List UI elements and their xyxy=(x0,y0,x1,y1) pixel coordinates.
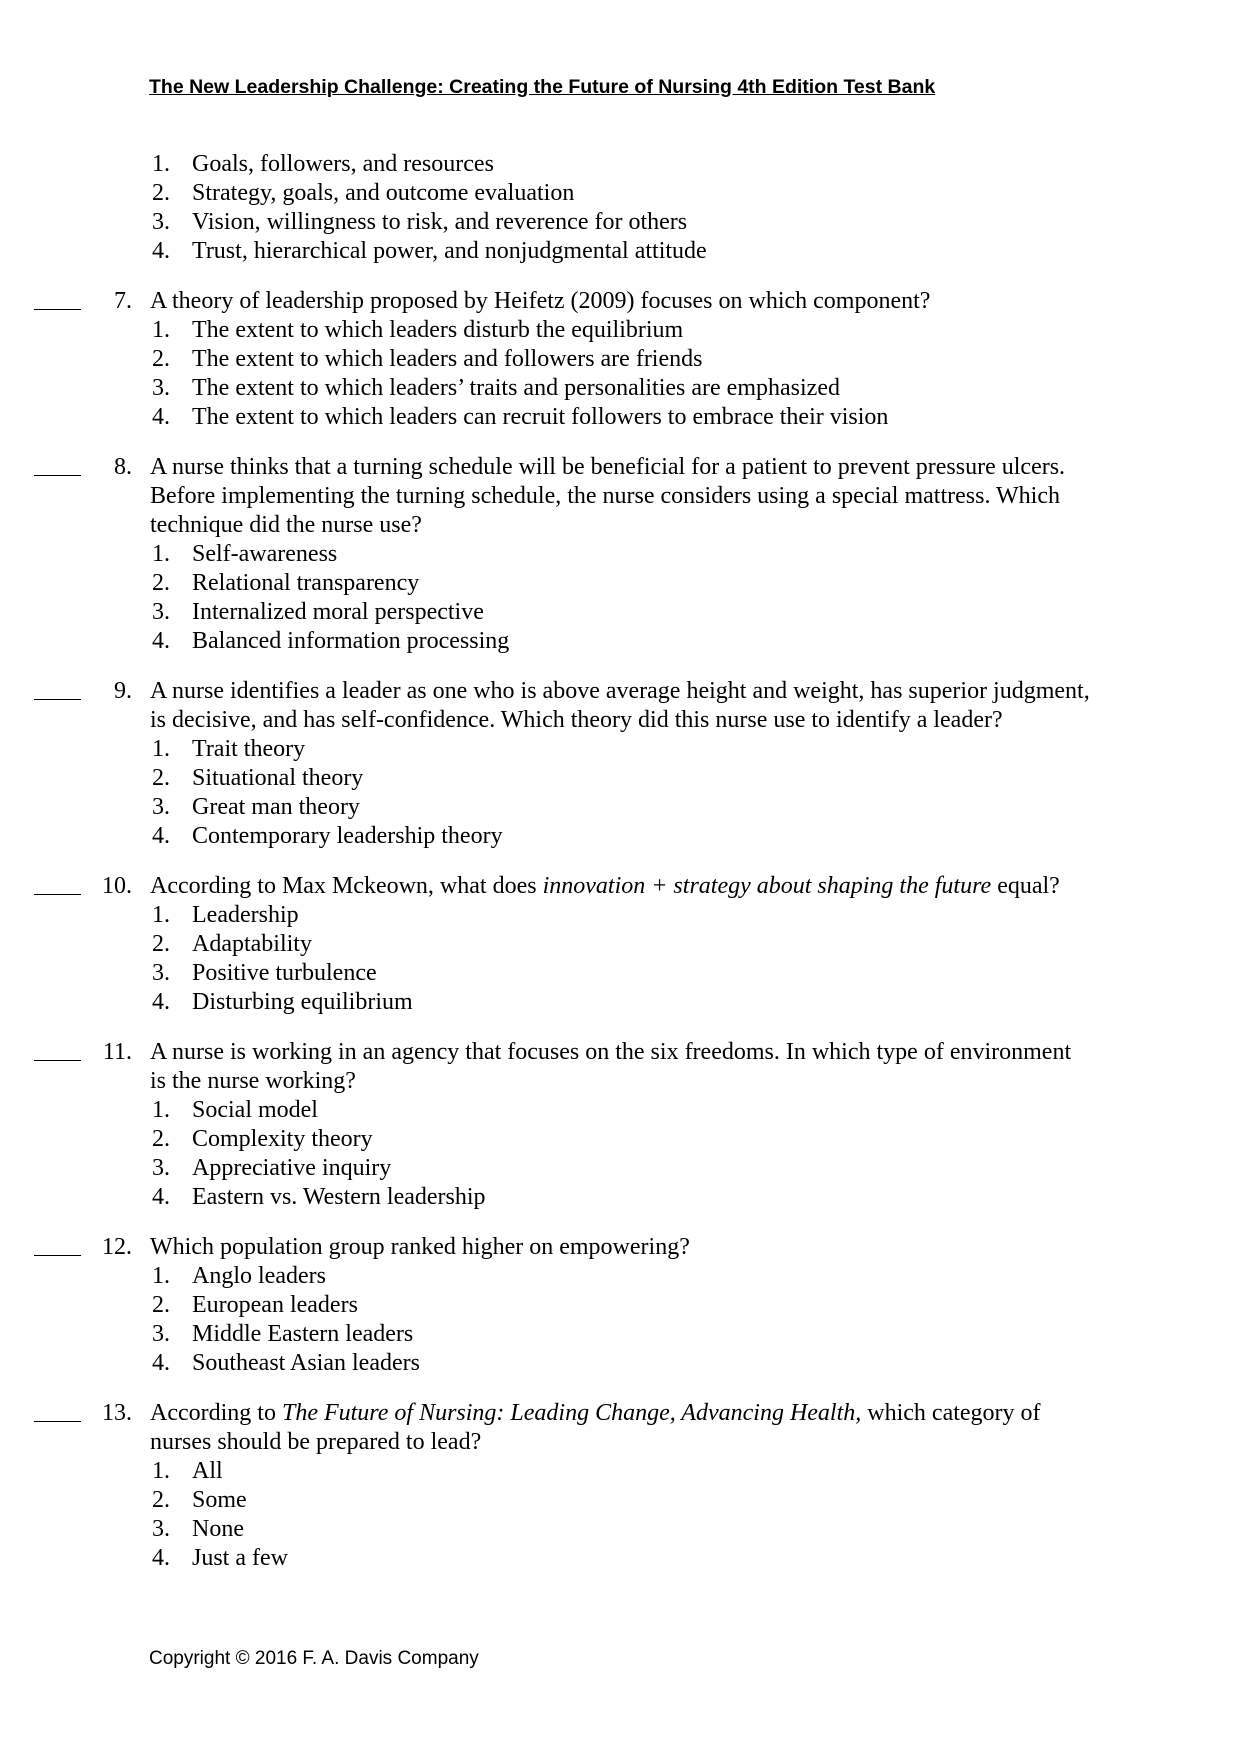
option-text: Adaptability xyxy=(192,931,312,957)
question xyxy=(0,453,1240,656)
option-number: 1. xyxy=(152,1263,170,1289)
option-text: Positive turbulence xyxy=(192,960,377,986)
option-number: 2. xyxy=(152,931,170,957)
option-text: Appreciative inquiry xyxy=(192,1155,392,1181)
question-number: 11. xyxy=(102,1039,132,1065)
answer-option xyxy=(0,988,1240,1017)
answer-option xyxy=(0,1262,1240,1291)
answer-option xyxy=(0,764,1240,793)
option-number: 2. xyxy=(152,1126,170,1152)
option-text: Complexity theory xyxy=(192,1126,373,1152)
option-text: Eastern vs. Western leadership xyxy=(192,1184,486,1210)
option-number: 1. xyxy=(152,902,170,928)
answer-option xyxy=(0,1486,1240,1515)
answer-option xyxy=(0,403,1240,432)
question-text xyxy=(150,677,1090,735)
answer-option xyxy=(0,1096,1240,1125)
option-number: 3. xyxy=(152,1321,170,1347)
option-number: 1. xyxy=(152,1458,170,1484)
option-number: 1. xyxy=(152,151,170,177)
question-text xyxy=(150,1399,1090,1457)
question-number: 12. xyxy=(102,1234,132,1260)
option-number: 2. xyxy=(152,346,170,372)
answer-option xyxy=(0,1125,1240,1154)
option-text: Great man theory xyxy=(192,794,360,820)
question-text-segment: A nurse thinks that a turning schedule will be beneficial for a patient to prevent pressure ulcers. Before implementing the turning schedule, the nurse considers using a special mattress. Which technique did the nurse use? xyxy=(150,454,1066,538)
answer-option xyxy=(0,1349,1240,1378)
option-text: Just a few xyxy=(192,1545,288,1571)
option-text: The extent to which leaders and followers are friends xyxy=(192,346,703,372)
question xyxy=(0,872,1240,1017)
answer-option xyxy=(0,627,1240,656)
option-number: 4. xyxy=(152,1350,170,1376)
answer-option xyxy=(0,959,1240,988)
answer-blank[interactable] xyxy=(34,475,81,476)
answer-option xyxy=(0,1544,1240,1573)
option-number: 2. xyxy=(152,1292,170,1318)
option-number: 1. xyxy=(152,541,170,567)
question-text xyxy=(150,453,1090,540)
option-text: Southeast Asian leaders xyxy=(192,1350,420,1376)
answer-blank[interactable] xyxy=(34,699,81,700)
question-number: 8. xyxy=(114,454,132,480)
question xyxy=(0,1233,1240,1378)
option-number: 2. xyxy=(152,765,170,791)
answer-option xyxy=(0,1320,1240,1349)
question-list xyxy=(0,150,1240,1573)
answer-option xyxy=(0,1183,1240,1212)
option-text: Contemporary leadership theory xyxy=(192,823,503,849)
question-text xyxy=(150,872,1090,901)
option-number: 4. xyxy=(152,404,170,430)
question xyxy=(0,150,1240,266)
option-number: 3. xyxy=(152,599,170,625)
document-title: The New Leadership Challenge: Creating the Future of Nursing 4th Edition Test Bank xyxy=(149,76,936,98)
option-number: 1. xyxy=(152,1097,170,1123)
option-number: 4. xyxy=(152,1545,170,1571)
option-text: Disturbing equilibrium xyxy=(192,989,413,1015)
option-text: All xyxy=(192,1458,223,1484)
answer-option xyxy=(0,316,1240,345)
question-number: 13. xyxy=(102,1400,132,1426)
question-number: 10. xyxy=(102,873,132,899)
option-text: Leadership xyxy=(192,902,299,928)
answer-blank[interactable] xyxy=(34,309,81,310)
question-text xyxy=(150,287,1090,316)
option-number: 4. xyxy=(152,238,170,264)
question-text xyxy=(150,1038,1090,1096)
option-text: Situational theory xyxy=(192,765,364,791)
answer-option xyxy=(0,793,1240,822)
question-text-segment: A nurse is working in an agency that focuses on the six freedoms. In which type of environment is the nurse working? xyxy=(150,1039,1072,1094)
option-number: 2. xyxy=(152,1487,170,1513)
option-number: 4. xyxy=(152,823,170,849)
question xyxy=(0,1399,1240,1573)
question-text xyxy=(150,1233,1090,1262)
answer-option xyxy=(0,179,1240,208)
option-text: The extent to which leaders can recruit followers to embrace their vision xyxy=(192,404,889,430)
answer-option xyxy=(0,735,1240,764)
answer-option xyxy=(0,1515,1240,1544)
option-number: 2. xyxy=(152,570,170,596)
option-text: Some xyxy=(192,1487,247,1513)
question-number: 7. xyxy=(114,288,132,314)
question-text-segment: which category of nurses should be prepared to lead? xyxy=(150,1400,1041,1455)
answer-option xyxy=(0,237,1240,266)
question-text-segment: According to xyxy=(150,1400,282,1426)
answer-option xyxy=(0,930,1240,959)
answer-option xyxy=(0,822,1240,851)
answer-option xyxy=(0,208,1240,237)
option-number: 4. xyxy=(152,1184,170,1210)
answer-option xyxy=(0,345,1240,374)
answer-option xyxy=(0,150,1240,179)
question xyxy=(0,287,1240,432)
option-text: The extent to which leaders’ traits and personalities are emphasized xyxy=(192,375,840,401)
option-text: Goals, followers, and resources xyxy=(192,151,494,177)
question-text-segment: A theory of leadership proposed by Heifetz (2009) focuses on which component? xyxy=(150,288,931,314)
option-number: 3. xyxy=(152,1155,170,1181)
question-text-segment: According to Max Mckeown, what does xyxy=(150,873,543,899)
answer-blank[interactable] xyxy=(34,894,81,895)
option-text: The extent to which leaders disturb the equilibrium xyxy=(192,317,684,343)
answer-blank[interactable] xyxy=(34,1255,81,1256)
option-text: Vision, willingness to risk, and reverence for others xyxy=(192,209,688,235)
option-number: 2. xyxy=(152,180,170,206)
copyright-footer: Copyright © 2016 F. A. Davis Company xyxy=(149,1648,479,1669)
question-text-segment: innovation + strategy about shaping the future xyxy=(542,873,992,899)
question-text-segment: Which population group ranked higher on empowering? xyxy=(150,1234,690,1260)
answer-option xyxy=(0,540,1240,569)
question-number: 9. xyxy=(114,678,132,704)
option-number: 1. xyxy=(152,317,170,343)
option-text: European leaders xyxy=(192,1292,358,1318)
answer-option xyxy=(0,374,1240,403)
question xyxy=(0,1038,1240,1212)
answer-option xyxy=(0,901,1240,930)
option-text: Social model xyxy=(192,1097,318,1123)
option-number: 1. xyxy=(152,736,170,762)
option-number: 3. xyxy=(152,375,170,401)
answer-option xyxy=(0,1154,1240,1183)
question-text-segment: The Future of Nursing: Leading Change, Advancing Health, xyxy=(281,1400,862,1426)
answer-option xyxy=(0,1291,1240,1320)
answer-blank[interactable] xyxy=(34,1060,81,1061)
option-text: Internalized moral perspective xyxy=(192,599,484,625)
option-text: Self-awareness xyxy=(192,541,338,567)
option-number: 3. xyxy=(152,794,170,820)
option-text: Middle Eastern leaders xyxy=(192,1321,414,1347)
option-text: Relational transparency xyxy=(192,570,420,596)
answer-blank[interactable] xyxy=(34,1421,81,1422)
option-text: None xyxy=(192,1516,244,1542)
option-number: 4. xyxy=(152,628,170,654)
answer-option xyxy=(0,569,1240,598)
answer-option xyxy=(0,1457,1240,1486)
option-text: Strategy, goals, and outcome evaluation xyxy=(192,180,575,206)
option-text: Anglo leaders xyxy=(192,1263,326,1289)
option-number: 4. xyxy=(152,989,170,1015)
option-text: Trait theory xyxy=(192,736,306,762)
question-text-segment: A nurse identifies a leader as one who is above average height and weight, has superior judgment, is decisive, and has self-confidence. Which theory did this nurse use to identify a leader? xyxy=(150,678,1090,733)
answer-option xyxy=(0,598,1240,627)
question-text-segment: equal? xyxy=(991,873,1060,899)
option-number: 3. xyxy=(152,960,170,986)
option-number: 3. xyxy=(152,1516,170,1542)
option-text: Trust, hierarchical power, and nonjudgmental attitude xyxy=(192,238,707,264)
option-text: Balanced information processing xyxy=(192,628,510,654)
question xyxy=(0,677,1240,851)
option-number: 3. xyxy=(152,209,170,235)
